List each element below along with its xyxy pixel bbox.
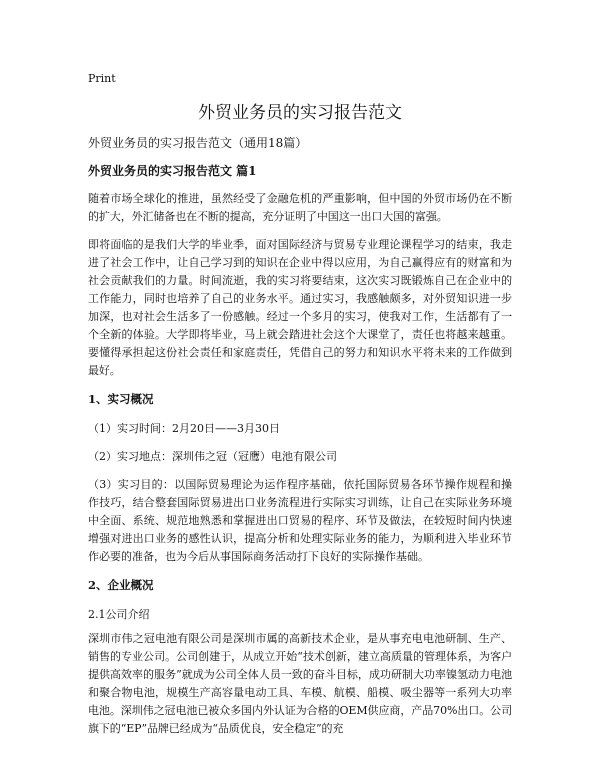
item-internship-purpose: （3）实习目的：以国际贸易理论为运作程序基础，依托国际贸易各环节操作规程和操作技巧，结合整套国际贸易进出口业务流程进行实际实习训练，让自己在实际业务环境中全面、系统、规范地熟悉和掌握进出口贸易的程序、环节及做法，在较短时间内快速增强对进出口业务的感性认识，提高分析和处理实际业务的能力，为顺利进入毕业环节作必要的准备，也为今后从事国际商务活动打下良好的实际操作基础。 xyxy=(88,478,512,563)
paragraph: 随着市场全球化的推进，虽然经受了金融危机的严重影响，但中国的外贸市场仍在不断的扩大，外汇储备也在不断的提高，充分证明了中国这一出口大国的富强。 xyxy=(88,192,512,223)
section-title: 外贸业务员的实习报告范文 篇1 xyxy=(88,164,257,178)
page-title: 外贸业务员的实习报告范文 xyxy=(198,103,402,123)
paragraph-company-intro: 深圳市伟之冠电池有限公司是深圳市属的高新技术企业，是从事充电电池研制、生产、销售的专业公司。公司创建于，从成立开始“技术创新，建立高质量的管理体系，为客户提供高效率的服务”就成为公司全体人员一致的奋斗目标，成功研制大功率镍氢动力电池和聚合物电池，规模生产高容量电动工具、车模、航模、船模、吸尘器等一系列大功率电池。深圳伟之冠电池已被众多国内外认证为合格的OEM供应商，产品70%出口。公司旗下的“EP”品牌已经成为“品质优良，安全稳定”的充 xyxy=(88,632,512,735)
paragraph: 即将面临的是我们大学的毕业季，面对国际经济与贸易专业理论课程学习的结束，我走进了社会工作中，让自己学习到的知识在企业中得以应用，为自己赢得应有的财富和为社会贡献我们的力量。时间流逝，我的实习将要结束，这次实习既锻炼自己在企业中的工作能力，同时也培养了自己的业务水平。通过实习，我感触颇多，对外贸知识进一步加深，也对社会生活多了一份感触。经过一个多月的实习，使我对工作，生活都有了一个全新的体验。大学即将毕业，马上就会踏进社会这个大课堂了，责任也将越来越重。要懂得承担起这份社会责任和家庭责任，凭借自己的努力和知识水平将未来的工作做到最好。 xyxy=(88,238,512,377)
subheading-company-intro: 2.1公司介绍 xyxy=(88,608,150,621)
item-internship-time: （1）实习时间：2月20日——3月30日 xyxy=(88,422,280,435)
print-label[interactable]: Print xyxy=(88,72,116,85)
item-internship-location: （2）实习地点：深圳伟之冠（冠鹰）电池有限公司 xyxy=(88,450,337,463)
document-subtitle: 外贸业务员的实习报告范文（通用18篇） xyxy=(88,136,308,150)
heading-internship-overview: 1、实习概况 xyxy=(88,392,154,406)
heading-company-overview: 2、企业概况 xyxy=(88,578,154,592)
